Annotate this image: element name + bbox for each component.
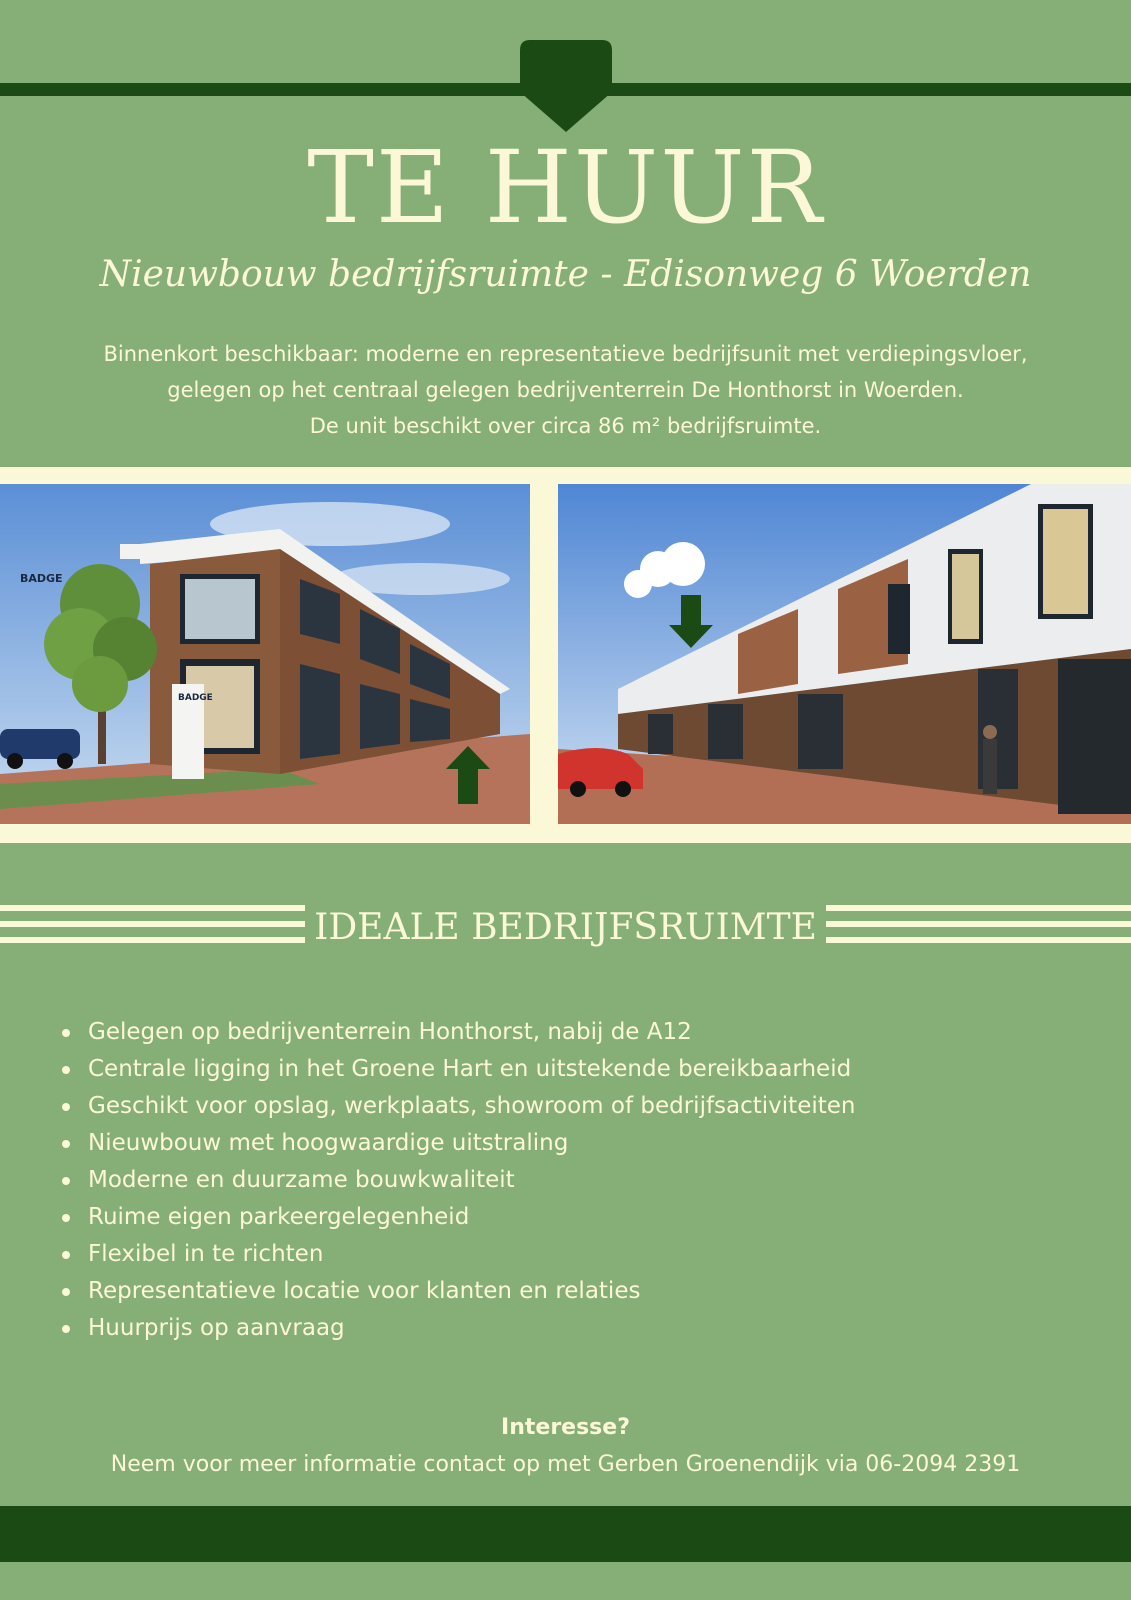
list-item: Flexibel in te richten bbox=[60, 1236, 1060, 1273]
arrow-badge-icon bbox=[520, 40, 612, 132]
sign-text: BADGE bbox=[178, 693, 213, 703]
intro-line: gelegen op het centraal gelegen bedrijventerrein De Honthorst in Woerden. bbox=[167, 378, 964, 402]
page-title: TE HUUR bbox=[307, 129, 824, 246]
sign-text: BADGE bbox=[20, 572, 63, 585]
intro-line: Binnenkort beschikbaar: moderne en representatieve bedrijfsunit met verdiepingsvloer, bbox=[103, 342, 1028, 366]
list-item: Moderne en duurzame bouwkwaliteit bbox=[60, 1162, 1060, 1199]
page-subtitle: Nieuwbouw bedrijfsruimte - Edisonweg 6 Woerden bbox=[99, 254, 1032, 295]
building-photo-left bbox=[0, 484, 530, 824]
list-item: Centrale ligging in het Groene Hart en uitstekende bereikbaarheid bbox=[60, 1051, 1060, 1088]
intro-line: De unit beschikt over circa 86 m² bedrijfsruimte. bbox=[309, 414, 822, 438]
list-item: Geschikt voor opslag, werkplaats, showroom of bedrijfsactiviteiten bbox=[60, 1088, 1060, 1125]
list-item: Huurprijs op aanvraag bbox=[60, 1310, 1060, 1347]
stripe-left bbox=[0, 937, 305, 943]
stripe-right bbox=[826, 921, 1131, 927]
intro-text bbox=[20, 336, 1111, 444]
stripe-left bbox=[0, 921, 305, 927]
stripe-right bbox=[826, 905, 1131, 911]
list-item: Representatieve locatie voor klanten en relaties bbox=[60, 1273, 1060, 1310]
list-item: Ruime eigen parkeergelegenheid bbox=[60, 1199, 1060, 1236]
building-photo-right bbox=[558, 484, 1131, 824]
contact-info: Neem voor meer informatie contact op met Gerben Groenendijk via 06-2094 2391 bbox=[110, 1452, 1021, 1477]
bottom-band bbox=[0, 1506, 1131, 1562]
features-list bbox=[60, 1014, 1060, 1347]
stripe-right bbox=[826, 937, 1131, 943]
contact-title: Interesse? bbox=[501, 1415, 630, 1440]
stripe-left bbox=[0, 905, 305, 911]
list-item: Nieuwbouw met hoogwaardige uitstraling bbox=[60, 1125, 1060, 1162]
section-title: IDEALE BEDRIJFSRUIMTE bbox=[314, 907, 817, 948]
list-item: Gelegen op bedrijventerrein Honthorst, nabij de A12 bbox=[60, 1014, 1060, 1051]
